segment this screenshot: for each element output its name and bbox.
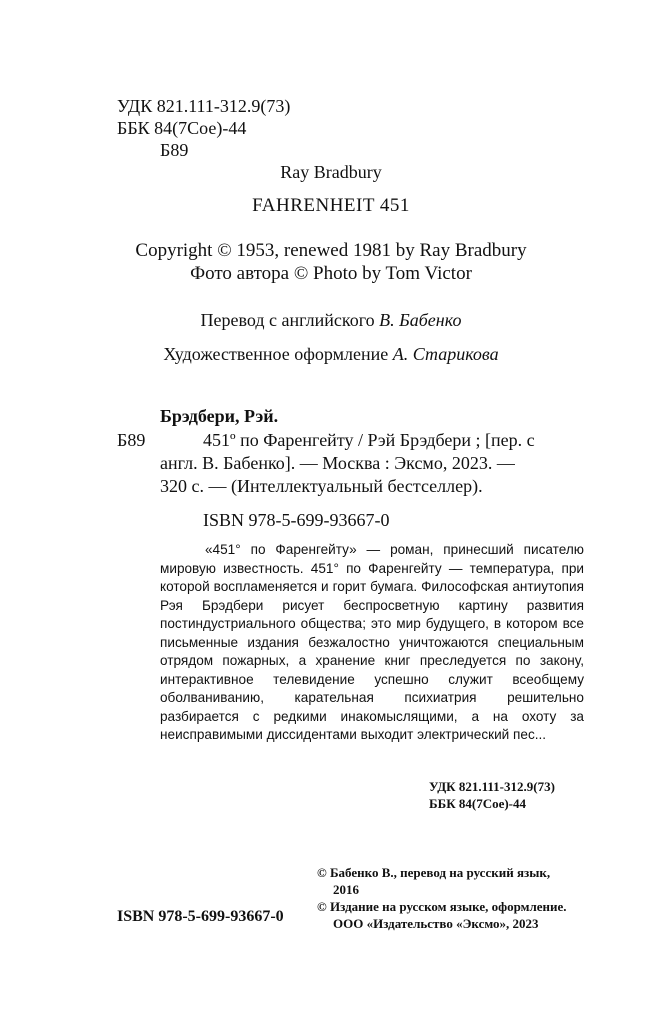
udk-code: УДК 821.111-312.9(73) bbox=[117, 96, 291, 116]
author-mark: Б89 bbox=[160, 140, 189, 160]
translation-label: Перевод с английского bbox=[200, 310, 375, 330]
rights-line-4: ООО «Издательство «Эксмо», 2023 bbox=[333, 916, 539, 931]
design-credit bbox=[0, 343, 662, 365]
translation-credit bbox=[0, 309, 662, 331]
footer-bbk-code: ББК 84(7Сое)-44 bbox=[429, 796, 527, 811]
rights-line-3: © Издание на русском языке, оформление. bbox=[317, 899, 567, 914]
design-label: Художественное оформление bbox=[163, 344, 389, 364]
footer-udk-code: УДК 821.111-312.9(73) bbox=[429, 779, 555, 794]
catalog-heading: Брэдбери, Рэй. bbox=[160, 406, 279, 426]
translator-name: В. Бабенко bbox=[379, 310, 462, 330]
annotation-block bbox=[160, 541, 584, 745]
bbk-code: ББК 84(7Сое)-44 bbox=[117, 118, 247, 138]
catalog-line-1: 451º по Фаренгейту / Рэй Брэдбери ; [пер. с bbox=[203, 430, 535, 450]
catalog-line-3: 320 с. — (Интеллектуальный бестселлер). bbox=[160, 476, 483, 496]
rights-line-1: © Бабенко В., перевод на русский язык, bbox=[317, 865, 551, 880]
catalog-isbn: ISBN 978-5-699-93667-0 bbox=[203, 510, 390, 530]
copyright-line: Copyright © 1953, renewed 1981 by Ray Bradbury bbox=[135, 240, 527, 261]
annotation-text: «451° по Фаренгейту» — роман, принесший писателю мировую известность. 451° по Фаренгейту — температура, при которой воспламеняется и горит бумага. Философская антиутопия Рэя Брэдбери рисует беспросветную картину развития постиндустриального общества; это мир будущего, в котором все письменные издания безжалостно уничтожаются специальным отрядом пожарных, а хранение книг преследуется по закону, интерактивное телевидение успешно служит всеобщему оболваниванию, карательная психиатрия решительно разбирается с редкими инакомыслящими, а на охоту за неисправимыми диссидентами выходит электрический пес... bbox=[160, 542, 584, 742]
rights-line-2: 2016 bbox=[333, 882, 359, 897]
catalog-line-2: англ. В. Бабенко]. — Москва : Эксмо, 2023. — bbox=[160, 453, 515, 473]
isbn-bottom: ISBN 978-5-699-93667-0 bbox=[117, 908, 284, 925]
catalog-mark: Б89 bbox=[117, 430, 146, 450]
designer-name: А. Старикова bbox=[392, 344, 499, 364]
original-author: Ray Bradbury bbox=[280, 162, 382, 182]
photo-credit: Фото автора © Photo by Tom Victor bbox=[190, 263, 472, 284]
original-title: FAHRENHEIT 451 bbox=[252, 195, 410, 216]
